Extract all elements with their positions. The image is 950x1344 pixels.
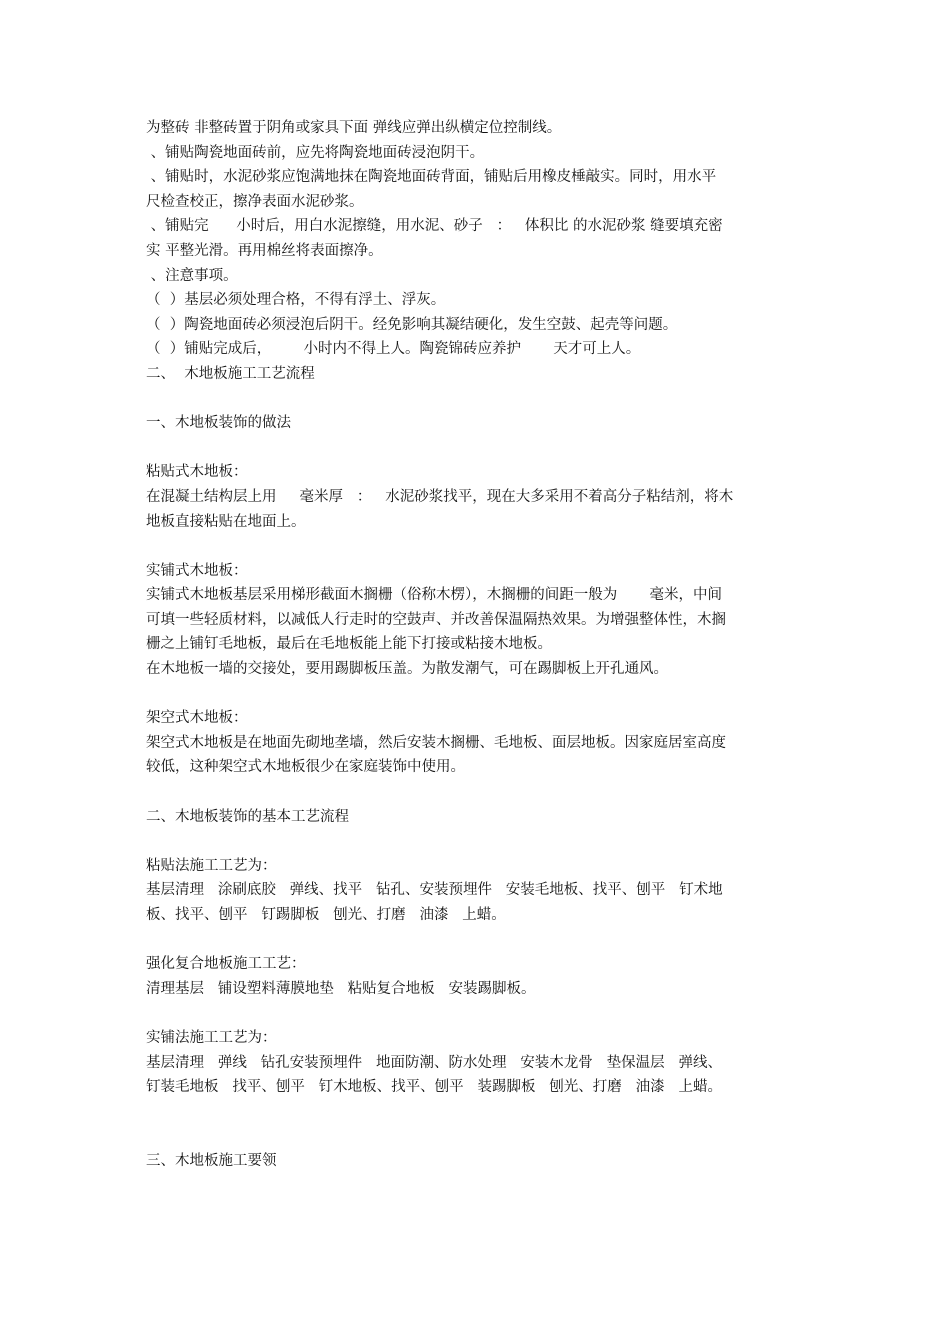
- item-heading: 架空式木地板：: [146, 710, 248, 727]
- item-heading: 实铺法施工工艺为：: [146, 1029, 277, 1046]
- text-line: 栅之上铺钉毛地板，最后在毛地板能上能下打接或粘接木地板。: [146, 636, 552, 653]
- blank-line: [146, 436, 808, 461]
- text-line: 基层清理 涂刷底胶 弹线、找平 钻孔、安装预埋件 安装毛地板、找平、刨平 钉术地: [146, 882, 723, 899]
- text-line: 板、找平、刨平 钉踢脚板 刨光、打磨 油漆 上蜡。: [146, 907, 506, 923]
- blank-line: [146, 534, 808, 559]
- text-line: 、铺贴时，水泥砂浆应饱满地抹在陶瓷地面砖背面，铺贴后用橡皮棰敲实。同时，用水平: [146, 169, 717, 186]
- blank-line: [146, 1001, 808, 1026]
- item-heading: 强化复合地板施工工艺：: [146, 956, 306, 973]
- section-heading: 二、 木地板施工工艺流程: [146, 365, 315, 382]
- item-heading: 实铺式木地板：: [146, 562, 248, 579]
- subsection-heading: 三、木地板施工要领: [146, 1152, 277, 1169]
- text-line: （ ）铺贴完成后， 小时内不得上人。陶瓷锦砖应养护 天才可上人。: [146, 341, 641, 358]
- text-line: 钉装毛地板 找平、刨平 钉木地板、找平、刨平 装踢脚板 刨光、打磨 油漆 上蜡。: [146, 1079, 722, 1096]
- text-line: 在木地板一墙的交接处，要用踢脚板压盖。为散发潮气，可在踢脚板上开孔通风。: [146, 661, 668, 678]
- text-line: （ ）基层必须处理合格，不得有浮土、浮灰。: [146, 292, 446, 309]
- text-line: 、铺贴完 小时后，用白水泥擦缝，用水泥、砂子 ： 体积比 的水泥砂浆 缝要填充密: [146, 218, 723, 235]
- subsection-heading: 一、木地板装饰的做法: [146, 415, 291, 432]
- text-line: 为整砖 非整砖置于阴角或家具下面 弹线应弹出纵横定位控制线。: [146, 120, 562, 136]
- text-line: 清理基层 铺设塑料薄膜地垫 粘贴复合地板 安装踢脚板。: [146, 980, 536, 997]
- blank-line: [146, 780, 808, 805]
- blank-line: [146, 829, 808, 854]
- text-line: 实 平整光滑。再用棉丝将表面擦净。: [146, 242, 383, 259]
- text-line: 地板直接粘贴在地面上。: [146, 513, 306, 530]
- text-line: 、注意事项。: [146, 267, 238, 284]
- text-line: 可填一些轻质材料，以减低人行走时的空鼓声、并改善保温隔热效果。为增强整体性，木搁: [146, 611, 726, 628]
- blank-line: [146, 1124, 808, 1149]
- text-line: 架空式木地板是在地面先砌地垄墙，然后安装木搁栅、毛地板、面层地板。因家庭居室高度: [146, 734, 726, 751]
- subsection-heading: 二、木地板装饰的基本工艺流程: [146, 808, 349, 825]
- text-line: 实铺式木地板基层采用梯形截面木搁栅（俗称木楞），木搁栅的间距一般为 毫米，中间: [146, 587, 723, 604]
- text-line: 尺检查校正，擦净表面水泥砂浆。: [146, 193, 364, 210]
- document-body: [146, 116, 808, 1174]
- item-heading: 粘贴式木地板：: [146, 464, 248, 481]
- text-line: 在混凝土结构层上用 毫米厚 ： 水泥砂浆找平，现在大多采用不着高分子粘结剂，将木: [146, 488, 734, 505]
- blank-line: [146, 682, 808, 707]
- text-line: （ ）陶瓷地面砖必须浸泡后阴干。经免影响其凝结硬化，发生空鼓、起壳等问题。: [146, 316, 678, 333]
- text-line: 较低，这种架空式木地板很少在家庭装饰中使用。: [146, 759, 465, 776]
- text-line: 基层清理 弹线 钻孔安装预埋件 地面防潮、防水处理 安装木龙骨 垫保温层 弹线、: [146, 1054, 722, 1071]
- text-line: 、铺贴陶瓷地面砖前，应先将陶瓷地面砖浸泡阴干。: [146, 144, 485, 161]
- item-heading: 粘贴法施工工艺为：: [146, 857, 277, 874]
- blank-line: [146, 928, 808, 953]
- blank-line: [146, 1100, 808, 1125]
- blank-line: [146, 387, 808, 412]
